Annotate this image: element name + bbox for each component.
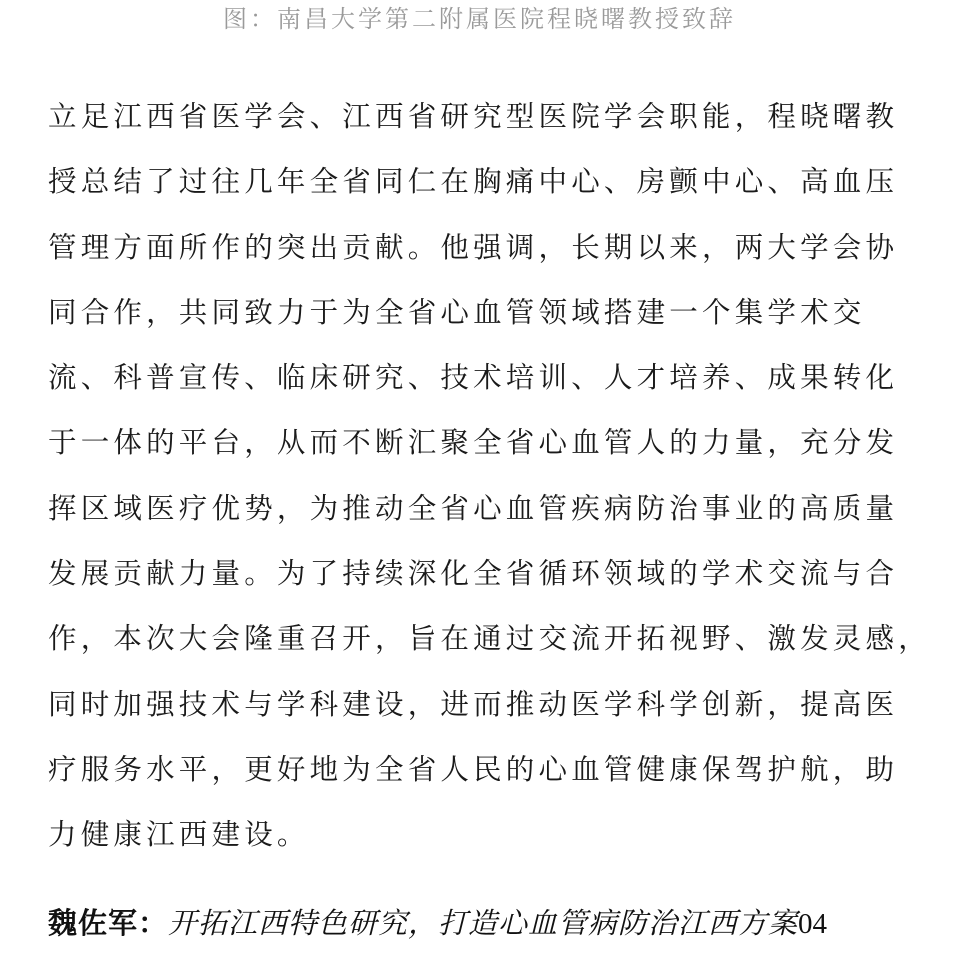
speaker-name: 魏佐军： <box>48 906 169 940</box>
paragraph-line: 立足江西省医学会、江西省研究型医院学会职能，程晓曙教 <box>48 100 899 133</box>
article-paragraph <box>48 84 931 868</box>
section-heading <box>48 893 827 953</box>
paragraph-line: 作，本次大会隆重召开，旨在通过交流开拓视野、激发灵感， <box>48 622 931 656</box>
paragraph-line: 授总结了过往几年全省同仁在胸痛中心、房颤中心、高血压 <box>48 165 899 199</box>
paragraph-line: 同时加强技术与学科建设，进而推动医学科学创新，提高医 <box>48 687 899 721</box>
section-title: 开拓江西特色研究，打造心血管病防治江西方案 <box>168 906 799 940</box>
paragraph-line: 于一体的平台，从而不断汇聚全省心血管人的力量，充分发 <box>48 426 899 460</box>
paragraph-line: 力健康江西建设。 <box>48 818 310 852</box>
paragraph-line: 发展贡献力量。为了持续深化全省循环领域的学术交流与合 <box>48 557 899 591</box>
paragraph-line: 同合作，共同致力于为全省心血管领域搭建一个集学术交 <box>48 295 866 329</box>
paragraph-line: 挥区域医疗优势，为推动全省心血管疾病防治事业的高质量 <box>48 491 899 525</box>
paragraph-line: 管理方面所作的突出贡献。他强调，长期以来，两大学会协 <box>48 230 899 264</box>
paragraph-line: 流、科普宣传、临床研究、技术培训、人才培养、成果转化 <box>48 361 899 395</box>
paragraph-line: 疗服务水平，更好地为全省人民的心血管健康保驾护航，助 <box>48 752 899 786</box>
figure-caption: 图：南昌大学第二附属医院程晓曙教授致辞 <box>223 5 736 33</box>
section-number: 04 <box>798 908 828 940</box>
